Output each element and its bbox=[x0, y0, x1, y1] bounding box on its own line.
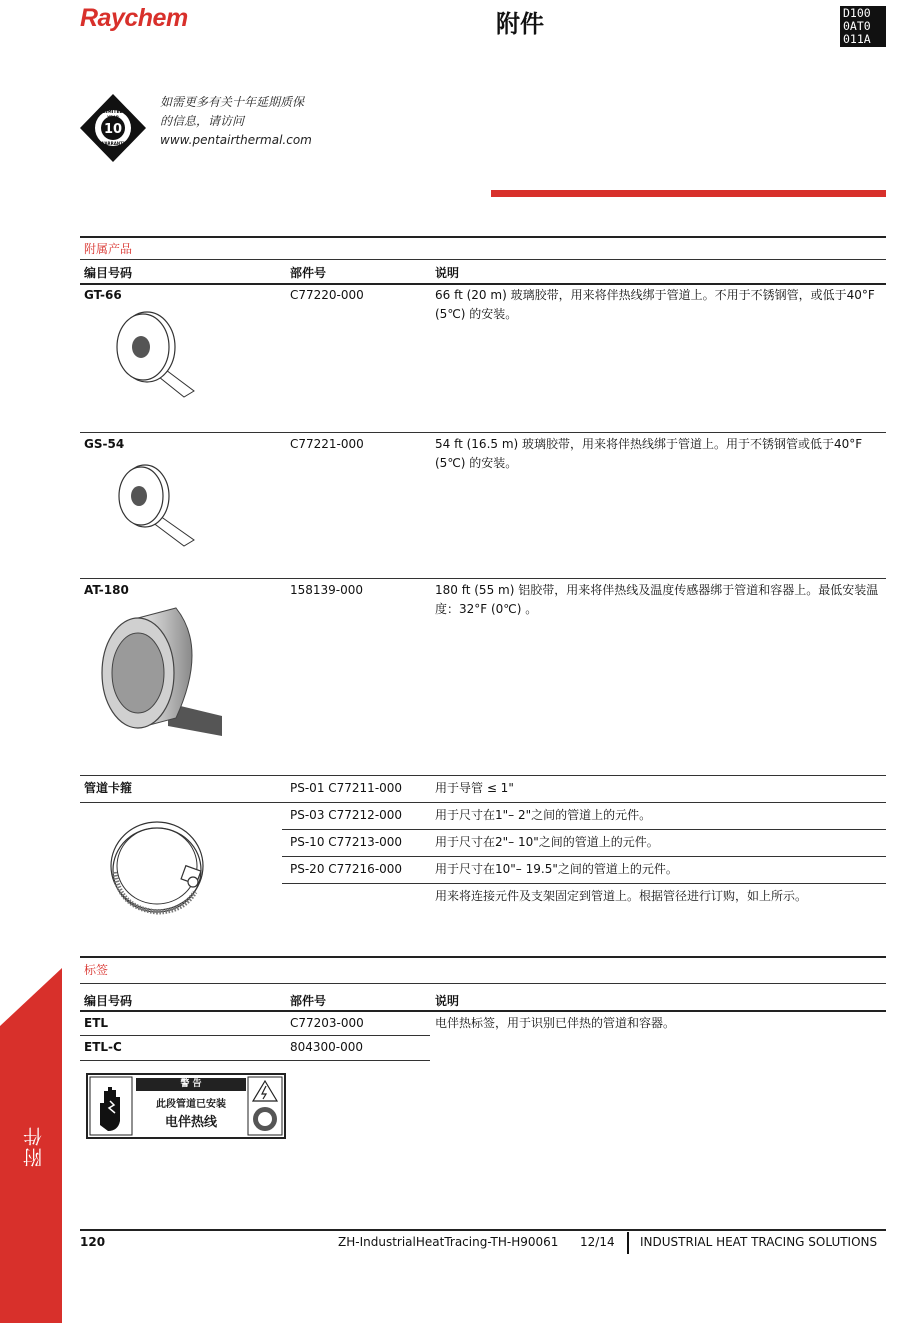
part-etlc: 804300-000 bbox=[290, 1040, 364, 1054]
part-etl: C77203-000 bbox=[290, 1016, 364, 1030]
code-line: D100 bbox=[843, 6, 871, 20]
side-tab-label: 附件 bbox=[23, 1125, 45, 1167]
rule bbox=[80, 259, 886, 260]
page-number: 120 bbox=[80, 1235, 106, 1249]
row-rule bbox=[282, 883, 886, 884]
description-at180: 180 ft (55 m) 铝胶带，用来将伴热线及温度传感器绑于管道和容器上。最低安装温度：32°F (0℃) 。 bbox=[435, 583, 879, 616]
part-ps01: PS-01 C77211-000 bbox=[290, 781, 403, 795]
doc-number: ZH-IndustrialHeatTracing-TH-H90061 bbox=[338, 1235, 559, 1249]
row-rule bbox=[80, 578, 886, 579]
row-rule bbox=[282, 829, 886, 830]
part-gt66: C77220-000 bbox=[290, 288, 364, 302]
section-label-labels: 标签 bbox=[84, 963, 109, 977]
row-rule bbox=[80, 432, 886, 433]
row-rule bbox=[80, 802, 886, 803]
section-label-accessories: 附属产品 bbox=[84, 242, 133, 256]
header-catalog: 编目号码 bbox=[84, 266, 133, 280]
tape-roll-icon bbox=[110, 458, 200, 553]
warning-line1: 此段管道已安装 bbox=[156, 1099, 226, 1110]
warranty-number: 10 bbox=[103, 122, 123, 137]
catalog-gs54: GS-54 bbox=[84, 437, 125, 451]
rule bbox=[80, 983, 886, 984]
warning-header: 警 告 bbox=[136, 1078, 246, 1091]
part-gs54: C77221-000 bbox=[290, 437, 364, 451]
description-ps10: 用于尺寸在2"– 10"之间的管道上的元件。 bbox=[435, 835, 659, 849]
warning-label-image bbox=[86, 1073, 286, 1139]
page-title: 附件 bbox=[496, 10, 544, 38]
pipe-clamp-icon bbox=[105, 812, 215, 927]
header-rule bbox=[80, 283, 886, 285]
part-ps20: PS-20 C77216-000 bbox=[290, 862, 403, 876]
catalog-at180: AT-180 bbox=[84, 583, 129, 597]
footer-divider bbox=[627, 1232, 629, 1254]
header-part: 部件号 bbox=[290, 994, 327, 1008]
code-line: 011A bbox=[843, 32, 871, 46]
row-rule bbox=[80, 1035, 430, 1036]
part-ps03: PS-03 C77212-000 bbox=[290, 808, 403, 822]
part-ps10: PS-10 C77213-000 bbox=[290, 835, 403, 849]
section-rule bbox=[80, 956, 886, 958]
description-ps01: 用于导管 ≤ 1" bbox=[435, 781, 514, 795]
warranty-top: LIMITED bbox=[102, 110, 124, 115]
brand-logo: Raychem bbox=[80, 4, 188, 32]
row-rule bbox=[282, 856, 886, 857]
catalog-clamps: 管道卡箍 bbox=[84, 781, 133, 795]
section-rule bbox=[80, 236, 886, 238]
warranty-mid: YEAR bbox=[107, 115, 119, 120]
document-code bbox=[840, 6, 886, 47]
part-at180: 158139-000 bbox=[290, 583, 364, 597]
header-rule bbox=[80, 1010, 886, 1012]
header-catalog: 编目号码 bbox=[84, 994, 133, 1008]
catalog-etlc: ETL-C bbox=[84, 1040, 122, 1054]
description-gs54: 54 ft (16.5 m) 玻璃胶带，用来将伴热线绑于管道上。用于不锈钢管或低于40°F (5℃) 的安装。 bbox=[435, 437, 863, 470]
row-rule bbox=[80, 1060, 430, 1061]
tape-roll-icon bbox=[110, 305, 200, 400]
warranty-badge-icon bbox=[78, 92, 148, 164]
accent-bar bbox=[491, 190, 886, 197]
warning-line2: 电伴热线 bbox=[164, 1115, 217, 1130]
clamps-note: 用来将连接元件及支架固定到管道上。根据管径进行订购，如上所示。 bbox=[435, 889, 808, 903]
row-rule bbox=[80, 775, 886, 776]
description-ps20: 用于尺寸在10"– 19.5"之间的管道上的元件。 bbox=[435, 862, 678, 876]
description-ps03: 用于尺寸在1"– 2"之间的管道上的元件。 bbox=[435, 808, 652, 822]
description-etl: 电伴热标签，用于识别已伴热的管道和容器。 bbox=[435, 1016, 676, 1030]
warranty-line: 如需更多有关十年延期质保 bbox=[160, 95, 305, 109]
catalog-gt66: GT-66 bbox=[84, 288, 122, 302]
catalog-etl: ETL bbox=[84, 1016, 109, 1030]
aluminum-tape-icon bbox=[98, 598, 228, 748]
warranty-line: 的信息，请访问 bbox=[160, 114, 245, 128]
description-gt66: 66 ft (20 m) 玻璃胶带，用来将伴热线绑于管道上。不用于不锈钢管，或低于40°F (5℃) 的安装。 bbox=[435, 288, 875, 321]
doc-date: 12/14 bbox=[580, 1235, 615, 1249]
header-description: 说明 bbox=[435, 266, 460, 280]
warranty-text bbox=[160, 93, 312, 150]
warranty-link[interactable]: www.pentairthermal.com bbox=[160, 133, 312, 147]
footer-rule bbox=[80, 1229, 886, 1231]
footer-title: INDUSTRIAL HEAT TRACING SOLUTIONS bbox=[640, 1235, 878, 1249]
header-part: 部件号 bbox=[290, 266, 327, 280]
warranty-bottom: WARRANTY bbox=[100, 141, 126, 146]
code-line: 0AT0 bbox=[843, 19, 871, 33]
header-description: 说明 bbox=[435, 994, 460, 1008]
